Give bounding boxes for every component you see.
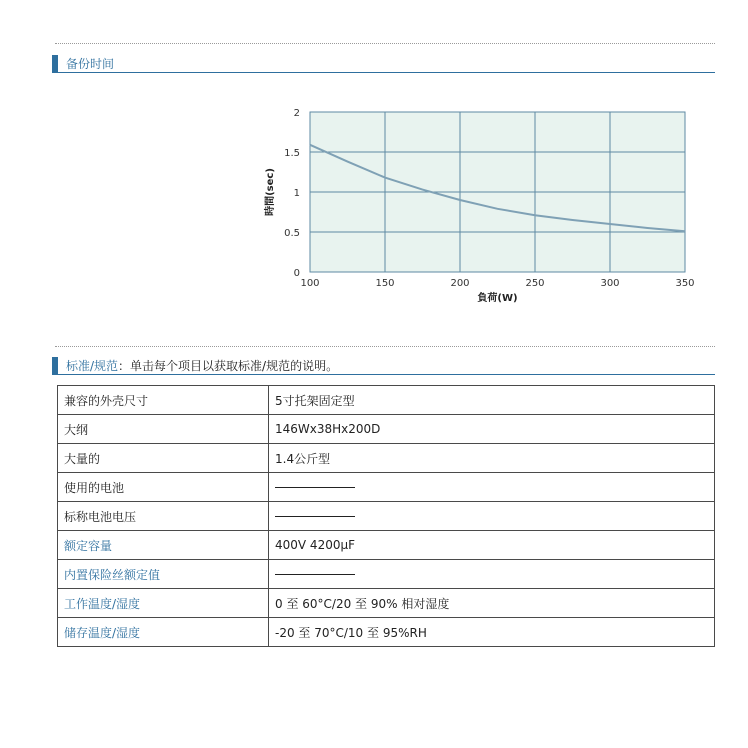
spec-value: 5寸托架固定型 xyxy=(269,386,715,415)
spec-label-link[interactable]: 工作温度/湿度 xyxy=(58,589,269,618)
table-row xyxy=(58,531,715,560)
x-tick-label: 300 xyxy=(600,278,620,289)
specs-header xyxy=(52,356,715,375)
y-tick-label: 1 xyxy=(293,188,300,199)
x-tick-label: 100 xyxy=(300,278,320,289)
spec-value xyxy=(269,473,715,502)
spec-value: -20 至 70°C/10 至 95%RH xyxy=(269,618,715,647)
table-row xyxy=(58,444,715,473)
spec-value xyxy=(269,560,715,589)
spec-label: 使用的电池 xyxy=(58,473,269,502)
empty-value-dash xyxy=(275,574,355,575)
spec-label-link[interactable]: 内置保险丝额定值 xyxy=(58,560,269,589)
spec-label: 标称电池电压 xyxy=(58,502,269,531)
empty-value-dash xyxy=(275,487,355,488)
middle-divider xyxy=(55,346,715,347)
specs-table xyxy=(57,385,715,647)
section-marker xyxy=(52,357,58,374)
y-tick-label: 1.5 xyxy=(284,148,300,159)
table-row xyxy=(58,415,715,444)
empty-value-dash xyxy=(275,516,355,517)
x-tick-label: 350 xyxy=(675,278,695,289)
chart-svg xyxy=(255,100,705,315)
x-axis-label: 負荷(W) xyxy=(477,293,518,304)
y-tick-label: 0 xyxy=(293,268,300,279)
table-row xyxy=(58,502,715,531)
y-tick-label: 2 xyxy=(293,108,300,119)
spec-value xyxy=(269,502,715,531)
spec-label-link[interactable]: 储存温度/湿度 xyxy=(58,618,269,647)
specs-note: ：单击每个项目以获取标准/规范的说明。 xyxy=(118,358,339,373)
spec-value: 1.4公斤型 xyxy=(269,444,715,473)
spec-value: 400V 4200μF xyxy=(269,531,715,560)
x-tick-label: 250 xyxy=(525,278,545,289)
spec-value: 0 至 60°C/20 至 90% 相对湿度 xyxy=(269,589,715,618)
spec-label-link[interactable]: 额定容量 xyxy=(58,531,269,560)
x-tick-label: 150 xyxy=(375,278,395,289)
y-tick-label: 0.5 xyxy=(284,228,300,239)
y-axis-label: 時間(sec) xyxy=(265,168,276,216)
backup-time-header xyxy=(52,54,715,73)
spec-label: 大纲 xyxy=(58,415,269,444)
section-marker xyxy=(52,55,58,72)
top-divider xyxy=(55,43,715,44)
spec-label: 大量的 xyxy=(58,444,269,473)
backup-time-chart xyxy=(255,100,705,315)
table-row xyxy=(58,386,715,415)
spec-value: 146Wx38Hx200D xyxy=(269,415,715,444)
x-tick-label: 200 xyxy=(450,278,470,289)
spec-label: 兼容的外壳尺寸 xyxy=(58,386,269,415)
specs-title: 标准/规范 xyxy=(66,358,119,373)
table-row xyxy=(58,618,715,647)
table-row xyxy=(58,473,715,502)
table-row xyxy=(58,560,715,589)
backup-time-title: 备份时间 xyxy=(66,56,115,71)
table-row xyxy=(58,589,715,618)
